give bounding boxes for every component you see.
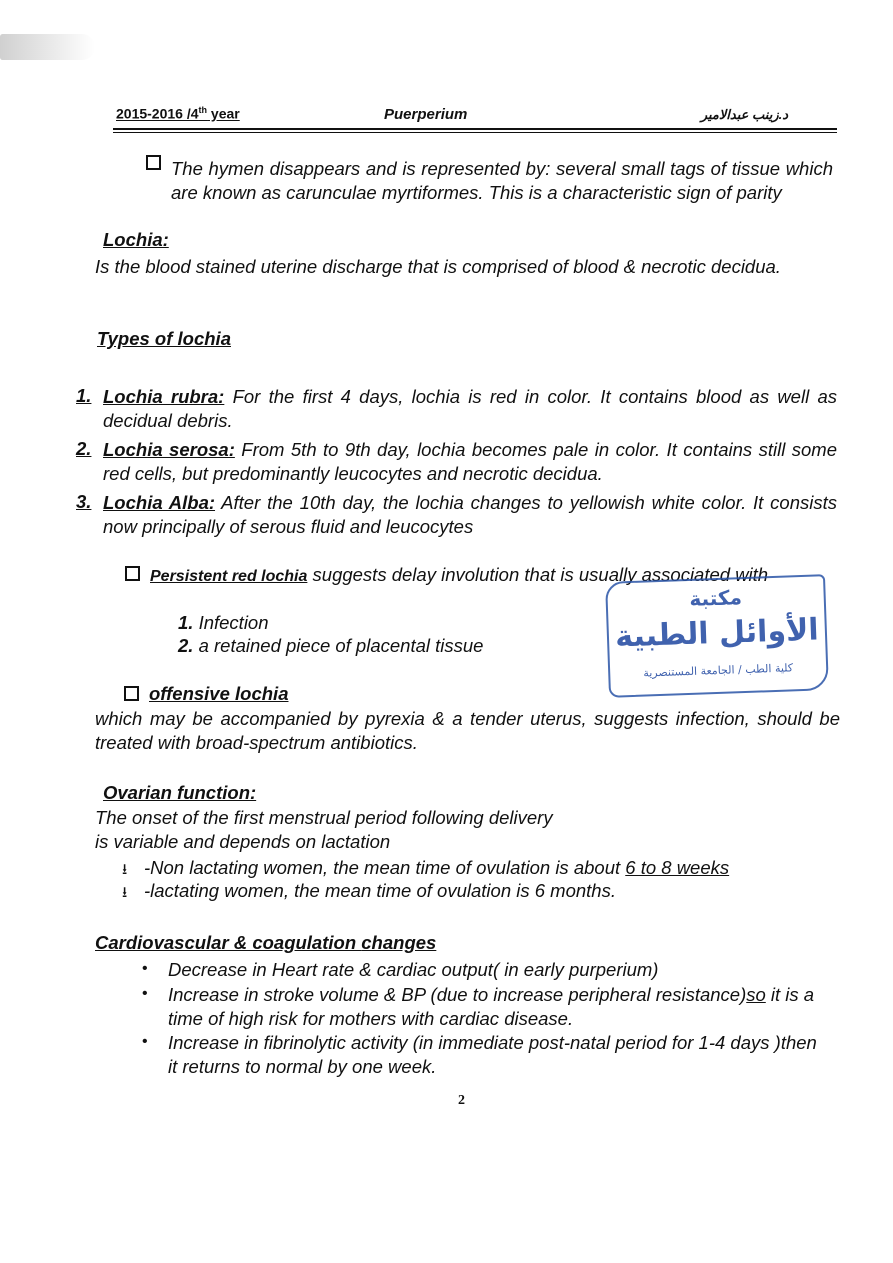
bullet-dot-icon: •: [142, 1033, 148, 1050]
bullet-dot-icon: •: [142, 985, 148, 1002]
cardio-bullet-2: Increase in stroke volume & BP (due to increase peripheral resistance)so it is a time of high risk for mothers with cardiac disease.: [168, 984, 815, 1029]
type-item-1: [103, 385, 837, 433]
ovarian-heading: Ovarian function:: [103, 782, 257, 803]
type-number-2: 2.: [76, 438, 92, 459]
checkbox-bullet-icon: [146, 155, 161, 170]
type-text-1: For the first 4 days, lochia is red in color. It contains blood as well as decidual debris.: [103, 386, 837, 431]
type-term-2: Lochia serosa:: [103, 439, 235, 460]
page-header: [116, 105, 838, 129]
cardio-bullet-3: Increase in fibrinolytic activity (in immediate post-natal period for 1-4 days )then it returns to normal by one week.: [168, 1032, 817, 1077]
type-text-3: After the 10th day, the lochia changes to yellowish white color. It consists now principally of serous fluid and leucocytes: [103, 492, 837, 537]
type-item-3: [103, 491, 837, 539]
ovarian-point-2: ⭳ -lactating women, the mean time of ovulation is 6 months.: [122, 879, 616, 905]
persistent-term: Persistent red lochia: [150, 568, 308, 585]
ovulation-weeks: 6 to 8 weeks: [625, 857, 730, 878]
persistent-text: suggests delay involution that is usually associated with: [307, 564, 769, 585]
header-title: Puerperium: [384, 106, 468, 123]
cause-number-1: 1.: [178, 612, 194, 633]
type-term-3: Lochia Alba:: [103, 492, 216, 513]
cardio-bullet-1: Decrease in Heart rate & cardiac output( in early purperium): [168, 959, 659, 980]
header-year: 2015-2016 /4th year: [116, 105, 240, 122]
cardio-heading: Cardiovascular & coagulation changes: [95, 932, 437, 953]
cause-number-2: 2.: [178, 635, 194, 656]
type-text-2: From 5th to 9th day, lochia becomes pale in color. It contains still some red cells, but predominantly leucocytes and necrotic decidua.: [103, 439, 837, 484]
type-term-1: Lochia rubra:: [103, 386, 225, 407]
lochia-heading: Lochia:: [103, 229, 169, 250]
down-arrow-icon: ⭳: [122, 884, 128, 901]
checkbox-bullet-icon: [124, 686, 139, 701]
scan-smudge: [0, 34, 95, 60]
page-number: 2: [458, 1093, 465, 1108]
header-rule-thin: [113, 132, 837, 133]
offensive-term: offensive lochia: [149, 683, 289, 704]
ovarian-point-1: ⭳ -Non lactating women, the mean time of ovulation is about 6 to 8 weeks: [122, 856, 729, 882]
type-number-1: 1.: [76, 385, 92, 406]
header-author: د.زينب عبدالامير: [700, 107, 788, 122]
bullet-dot-icon: •: [142, 960, 148, 977]
checkbox-bullet-icon: [125, 566, 140, 581]
hymen-paragraph: The hymen disappears and is represented by: several small tags of tissue which are known as carunculae myrtiformes. This is a characteristic sign of parity: [171, 158, 833, 203]
stamp-line-1: مكتبة: [689, 585, 743, 611]
types-heading: Types of lochia: [97, 328, 231, 349]
persistent-cause-2: 2. a retained piece of placental tissue: [178, 635, 484, 656]
down-arrow-icon: ⭳: [122, 861, 128, 878]
persistent-cause-1: 1. Infection: [178, 612, 269, 633]
ovarian-line-1: The onset of the first menstrual period following delivery: [95, 807, 553, 828]
type-item-2: [103, 438, 837, 486]
lochia-definition: Is the blood stained uterine discharge that is comprised of blood & necrotic decidua.: [95, 256, 781, 277]
stamp-line-3: كلية الطب / الجامعة المستنصرية: [643, 661, 794, 680]
offensive-paragraph: which may be accompanied by pyrexia & a tender uterus, suggests infection, should be treated with broad-spectrum antibiotics.: [95, 708, 840, 753]
type-number-3: 3.: [76, 491, 92, 512]
ovarian-line-2: is variable and depends on lactation: [95, 831, 391, 852]
header-rule: [113, 128, 837, 130]
stamp-line-2: الأوائل الطبية: [614, 612, 820, 655]
library-stamp: [605, 574, 829, 698]
